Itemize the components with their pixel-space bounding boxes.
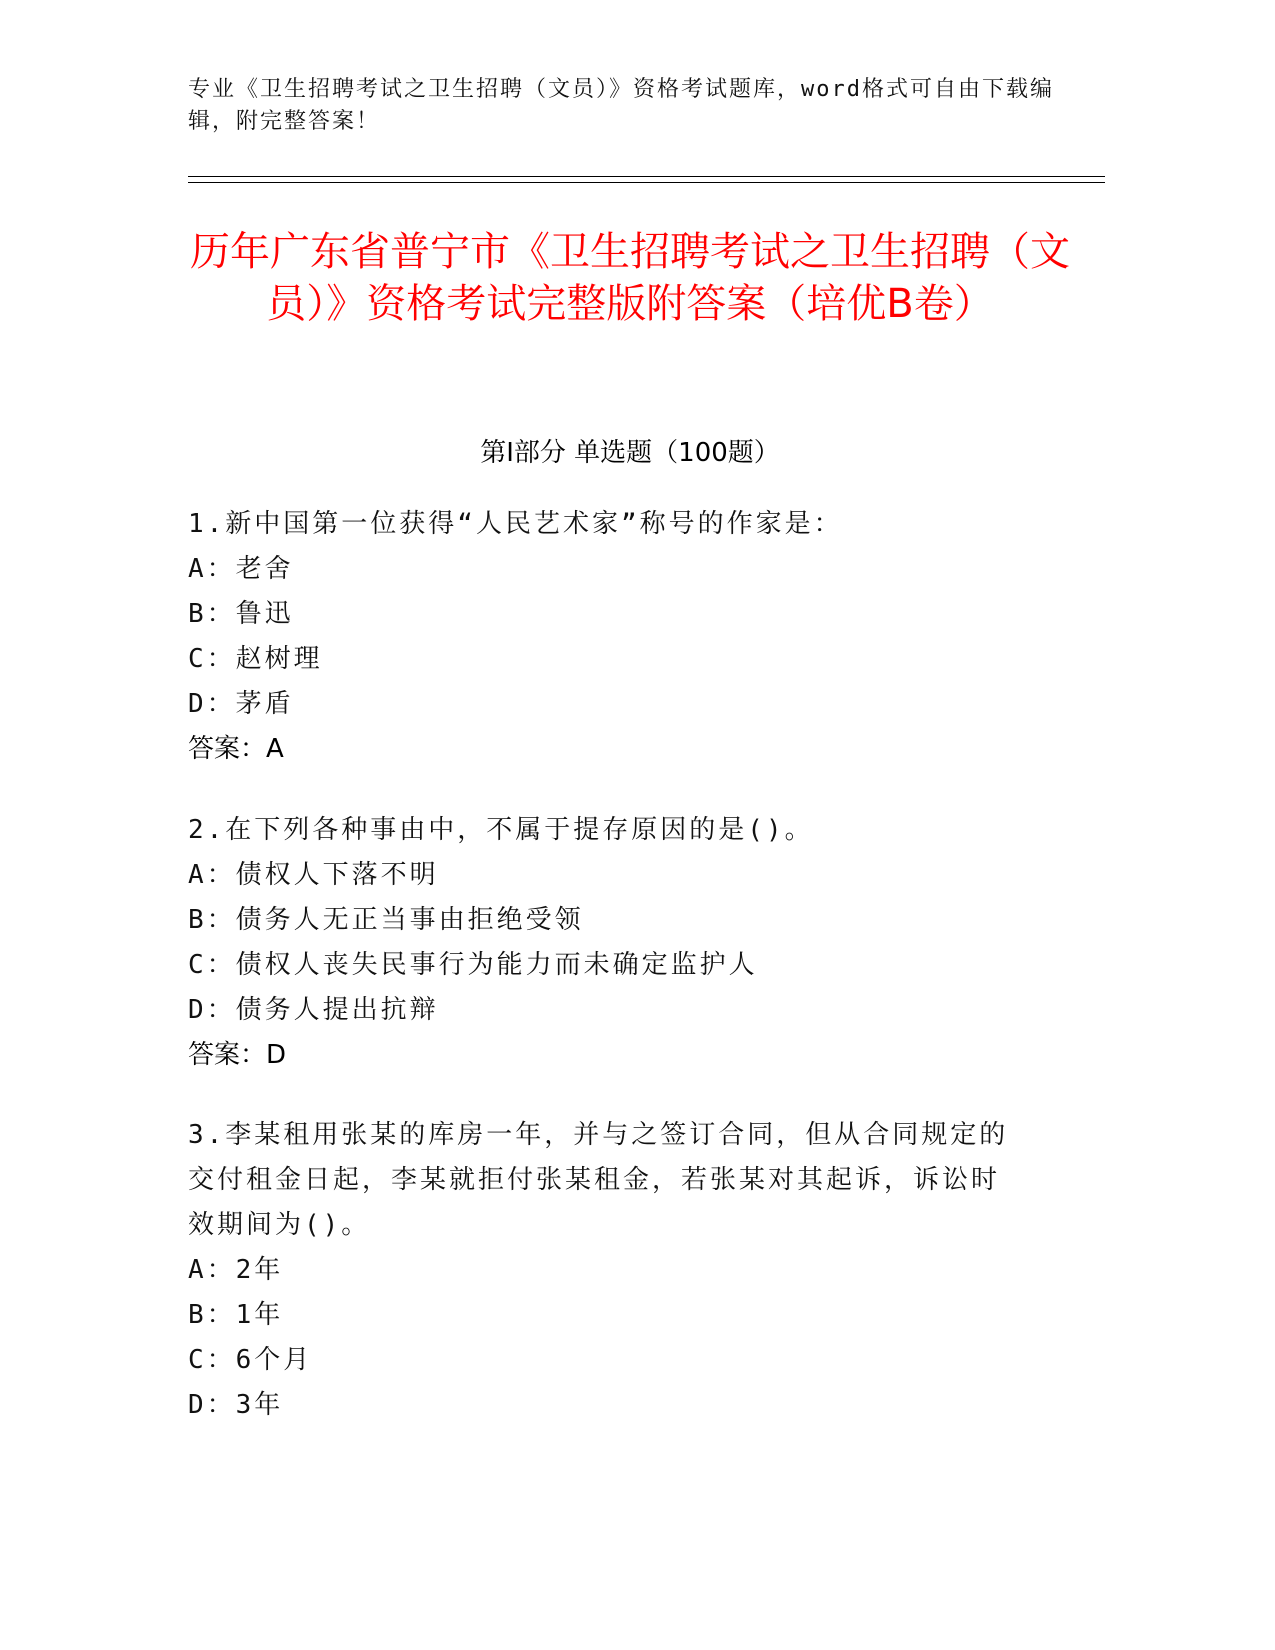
option-b: B：债务人无正当事由拒绝受领 [188, 905, 584, 935]
question-2 [188, 808, 1068, 1078]
question-stem: 1.新中国第一位获得“人民艺术家”称号的作家是： [188, 509, 843, 539]
header-note: 专业《卫生招聘考试之卫生招聘（文员）》资格考试题库，word格式可自由下载编辑，附完整答案！ [188, 77, 1054, 134]
option-a: A：2年 [188, 1255, 284, 1285]
option-a: A：债权人下落不明 [188, 860, 439, 890]
option-d: D：茅盾 [188, 689, 294, 719]
option-b: B：1年 [188, 1300, 284, 1330]
answer-line: 答案：D [188, 1040, 287, 1070]
option-c: C：债权人丧失民事行为能力而未确定监护人 [188, 950, 758, 980]
section-title: 第Ⅰ部分 单选题（100题） [480, 438, 780, 468]
option-b: B：鲁迅 [188, 599, 294, 629]
header-divider-top [188, 176, 1105, 177]
question-1 [188, 502, 1068, 772]
question-3 [188, 1113, 1068, 1428]
option-c: C：赵树理 [188, 644, 323, 674]
option-d: D：3年 [188, 1390, 284, 1420]
option-d: D：债务人提出抗辩 [188, 995, 439, 1025]
option-c: C：6个月 [188, 1345, 313, 1375]
question-stem: 2.在下列各种事由中，不属于提存原因的是()。 [188, 815, 814, 845]
document-title: 历年广东省普宁市《卫生招聘考试之卫生招聘（文员）》资格考试完整版附答案（培优B卷） [190, 229, 1070, 327]
question-stem: 3.李某租用张某的库房一年，并与之签订合同，但从合同规定的交付租金日起，李某就拒付张某租金，若张某对其起诉，诉讼时效期间为()。 [188, 1120, 1009, 1240]
header-divider-bottom [188, 182, 1105, 183]
answer-line: 答案：A [188, 734, 284, 764]
option-a: A：老舍 [188, 554, 294, 584]
